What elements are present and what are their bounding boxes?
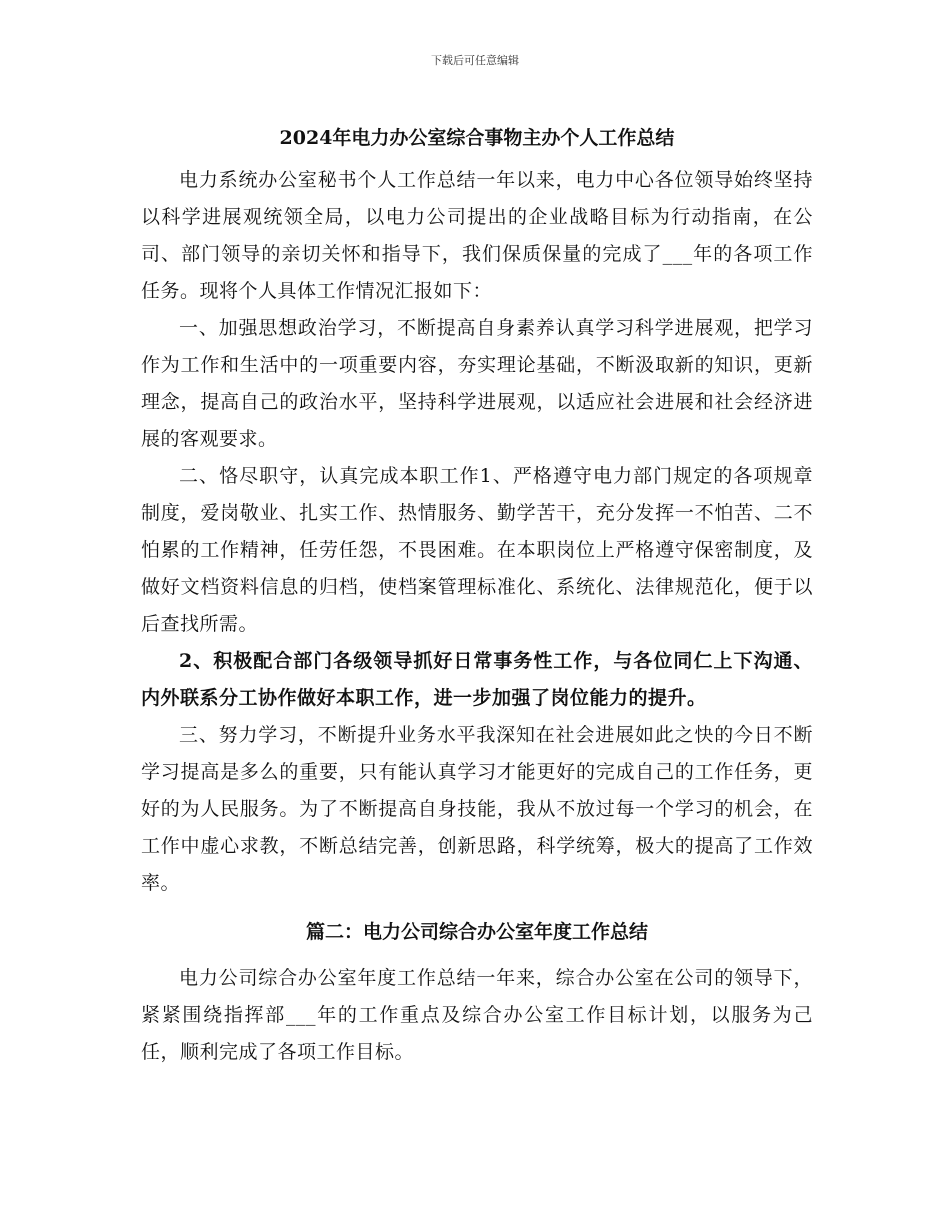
paragraph-intro: 电力系统办公室秘书个人工作总结一年以来，电力中心各位领导始终坚持以科学进展观统领全局，以电力公司提出的企业战略目标为行动指南，在公司、部门领导的亲切关怀和指导下，我们保质保量的完成了___年的各项工作任务。现将个人具体工作情况汇报如下： — [141, 169, 813, 302]
paragraph-section-1: 一、加强思想政治学习，不断提高自身素养认真学习科学进展观，把学习作为工作和生活中的一项重要内容，夯实理论基础，不断汲取新的知识，更新理念，提高自己的政治水平，坚持科学进展观，以适应社会进展和社会经济进展的客观要求。 — [141, 317, 813, 450]
header-note: 下载后可任意编辑 — [431, 54, 519, 67]
document-page — [141, 118, 813, 1071]
paragraph-section-2-item-2: 2、积极配合部门各级领导抓好日常事务性工作，与各位同仁上下沟通、内外联系分工协作做好本职工作，进一步加强了岗位能力的提升。 — [141, 650, 813, 709]
section-2-paragraph: 电力公司综合办公室年度工作总结一年来，综合办公室在公司的领导下，紧紧围绕指挥部___年的工作重点及综合办公室工作目标计划，以服务为己任，顺利完成了各项工作目标。 — [141, 967, 813, 1063]
section-2-title: 篇二：电力公司综合办公室年度工作总结 — [305, 921, 648, 943]
paragraph-section-2: 二、恪尽职守，认真完成本职工作1、严格遵守电力部门规定的各项规章制度，爱岗敬业、扎实工作、热情服务、勤学苦干，充分发挥一不怕苦、二不怕累的工作精神，任劳任怨，不畏困难。在本职岗位上严格遵守保密制度，及做好文档资料信息的归档，使档案管理标准化、系统化、法律规范化，便于以后查找所需。 — [141, 465, 813, 635]
document-title: 2024年电力办公室综合事物主办个人工作总结 — [279, 127, 675, 149]
paragraph-section-3: 三、努力学习，不断提升业务水平我深知在社会进展如此之快的今日不断学习提高是多么的重要，只有能认真学习才能更好的完成自己的工作任务，更好的为人民服务。为了不断提高自身技能，我从不放过每一个学习的机会，在工作中虚心求教，不断总结完善，创新思路，科学统筹，极大的提高了工作效率。 — [141, 724, 813, 894]
